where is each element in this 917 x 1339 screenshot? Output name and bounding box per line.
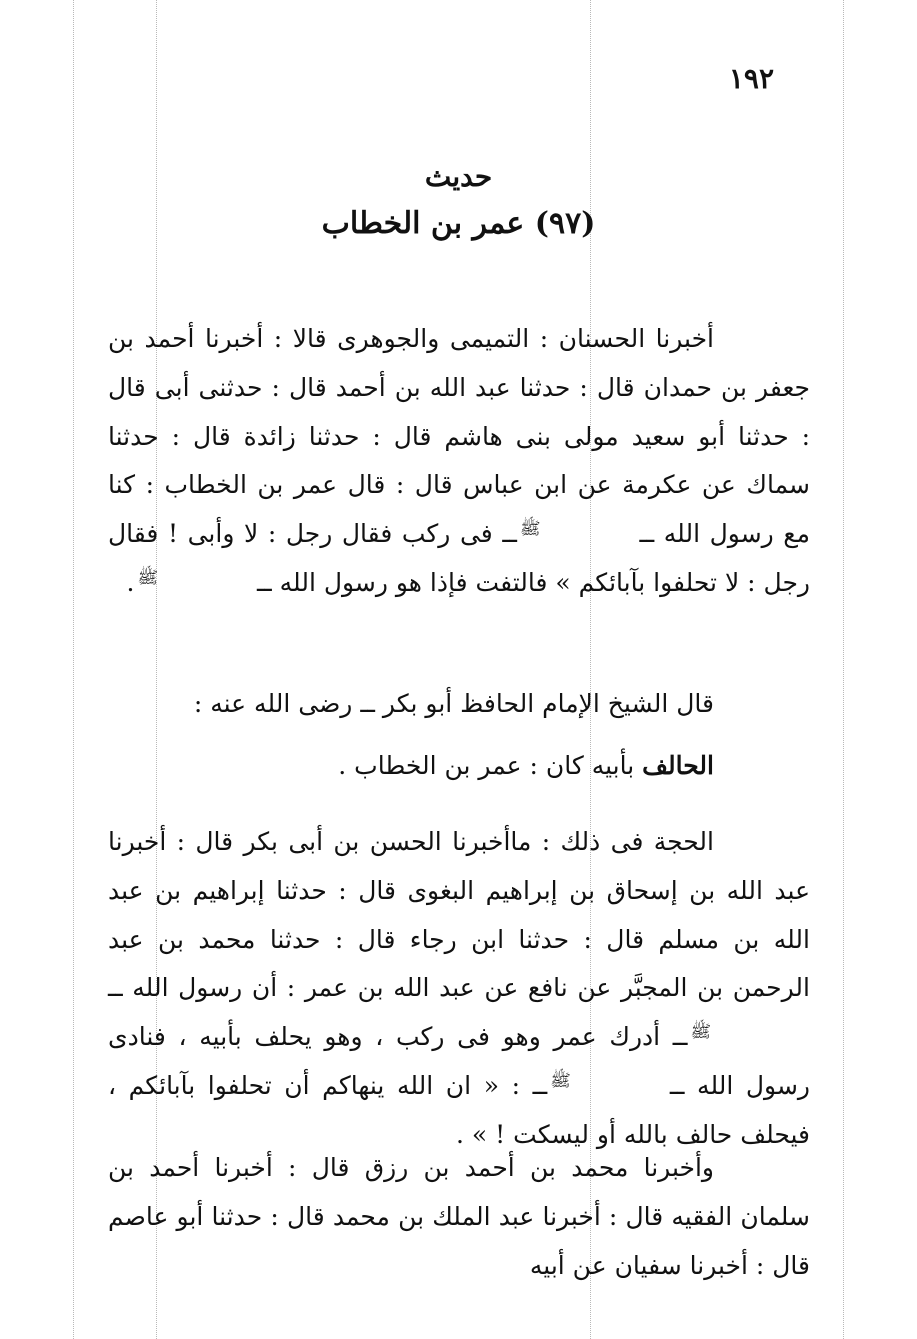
- paragraph-5-text: وأخبرنا محمد بن أحمد بن رزق قال : أخبرنا أحمد بن سلمان الفقيه قال : أخبرنا عبد الملك بن محمد قال : حدثنا أبو عاصم قال : أخبرنا سفيان عن أبيه: [108, 1153, 810, 1280]
- paragraph-3: [108, 742, 810, 791]
- page-number: ١٩٢: [728, 62, 774, 95]
- paragraph-3-text: بأبيه كان : عمر بن الخطاب .: [338, 751, 635, 780]
- section-heading: حديث: [424, 160, 493, 193]
- margin-dotted-line: [73, 0, 74, 1339]
- paragraph-5: [108, 1144, 810, 1290]
- honorific-ligature-icon: ﷺ: [137, 567, 159, 588]
- paragraph-4-text-cont: ــ أدرك عمر وهو فى ركب ، وهو يحلف بأبيه ، فنادى رسول الله ــ: [108, 1022, 810, 1100]
- honorific-ligature-icon: ﷺ: [520, 519, 541, 540]
- paragraph-4-text: الحجة فى ذلك : ماأخبرنا الحسن بن أبى بكر قال : أخبرنا عبد الله بن إسحاق بن إبراهيم البغوى قال : حدثنا إبراهيم بن عبد الله بن مسلم قال : حدثنا ابن رجاء قال : حدثنا محمد بن عبد الرحمن بن المجبَّر عن نافع عن عبد الله بن عمر : أن رسول الله ــ: [108, 827, 811, 1003]
- paragraph-1-end: .: [126, 567, 135, 597]
- paragraph-1-text: أخبرنا الحسنان : التميمى والجوهرى قالا : أخبرنا أحمد بن جعفر بن حمدان قال : حدثنا عبد الله بن أحمد قال : حدثنى أبى قال : حدثنا أبو سعيد مولى بنى هاشم قال : حدثنا زائدة قال : حدثنا سماك عن عكرمة عن ابن عباس قال : قال عمر بن الخطاب : كنا مع رسول الله ــ: [108, 324, 810, 549]
- paragraph-2-text: قال الشيخ الإمام الحافظ أبو بكر ــ رضى الله عنه :: [193, 689, 714, 718]
- hadith-title: (٩٧) عمر بن الخطاب: [321, 206, 596, 241]
- paragraph-2: [108, 680, 810, 729]
- honorific-ligature-icon: ﷺ: [550, 1070, 571, 1091]
- honorific-ligature-icon: ﷺ: [690, 1022, 711, 1043]
- paragraph-4: [108, 818, 810, 1160]
- paragraph-4-text-end: ــ : « ان الله ينهاكم أن تحلفوا بآبائكم ، فيحلف حالف بالله أو ليسكت ! » .: [108, 1070, 810, 1149]
- paragraph-1: [108, 315, 810, 608]
- margin-dotted-line: [843, 0, 844, 1339]
- paragraph-1-text-cont: ــ فى ركب فقال رجل : لا وأبى ! فقال رجل : لا تحلفوا بآبائكم » فالتفت فإذا هو رسول الله ــ: [108, 519, 810, 597]
- paragraph-3-bold-word: الحالف: [642, 751, 714, 780]
